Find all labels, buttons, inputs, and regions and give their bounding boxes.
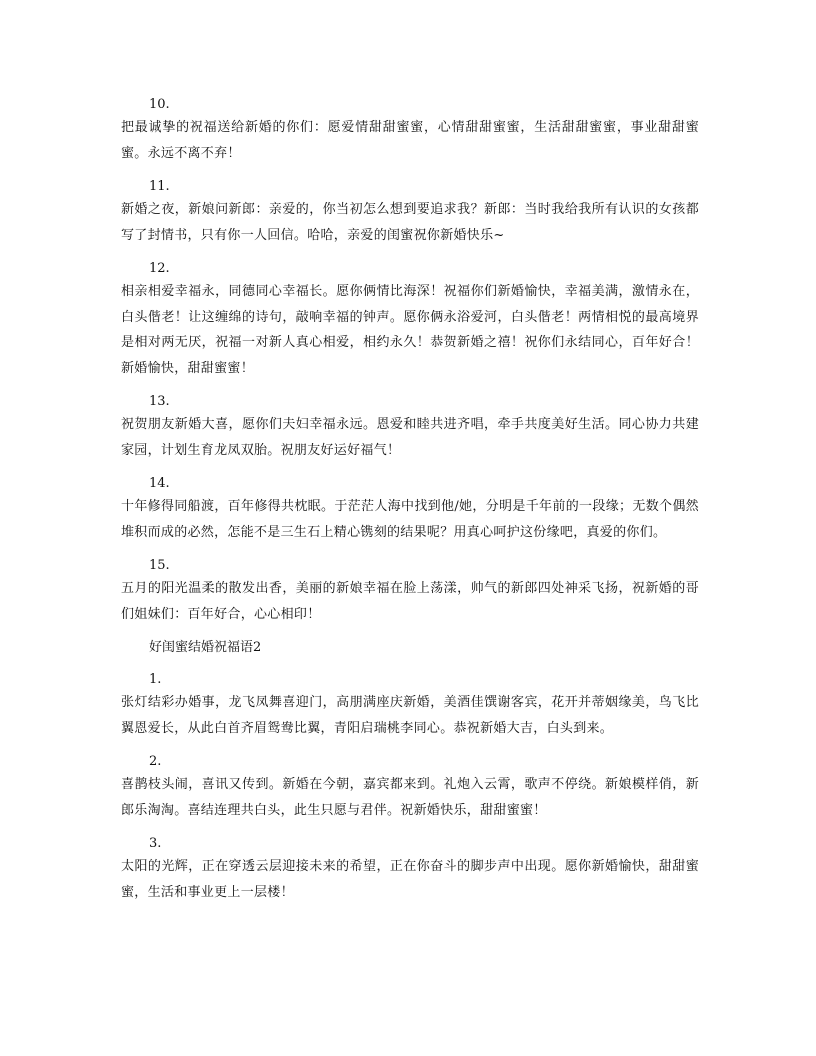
list-item — [121, 178, 699, 248]
item-text: 太阳的光辉，正在穿透云层迎接未来的希望，正在你奋斗的脚步声中出现。愿你新婚愉快，甜甜蜜蜜，生活和事业更上一层楼！ — [121, 859, 699, 900]
item-text: 十年修得同船渡，百年修得共枕眠。于茫茫人海中找到他/她，分明是千年前的一段缘；无数个偶然堆积而成的必然，怎能不是三生石上精心镌刻的结果呢？用真心呵护这份缘吧，真爱的你们。 — [121, 499, 699, 540]
item-text: 新婚之夜，新娘问新郎：亲爱的，你当初怎么想到要追求我？新郎：当时我给我所有认识的女孩都写了封情书，只有你一人回信。哈哈，亲爱的闺蜜祝你新婚快乐~ — [121, 202, 699, 243]
list-item — [121, 260, 699, 381]
list-item — [121, 557, 699, 627]
list-item — [121, 393, 699, 463]
list-item — [121, 96, 699, 166]
item-text: 祝贺朋友新婚大喜，愿你们夫妇幸福永远。恩爱和睦共进齐唱，牵手共度美好生活。同心协力共建家园，计划生育龙凤双胎。祝朋友好运好福气！ — [121, 417, 699, 458]
list-item — [121, 671, 699, 741]
item-number: 3. — [149, 836, 162, 851]
list-item — [121, 475, 699, 545]
item-number: 1. — [149, 672, 162, 687]
item-number: 12. — [149, 261, 170, 276]
item-text: 相亲相爱幸福永，同德同心幸福长。愿你俩情比海深！祝福你们新婚愉快，幸福美满，激情永在，白头偕老！让这缠绵的诗句，敲响幸福的钟声。愿你俩永浴爱河，白头偕老！两情相悦的最高境界是相对两无厌，祝福一对新人真心相爱，相约永久！恭贺新婚之禧！祝你们永结同心，百年好合！新婚愉快，甜甜蜜蜜！ — [121, 284, 699, 376]
section-heading: 好闺蜜结婚祝福语2 — [149, 640, 262, 655]
item-number: 13. — [149, 394, 170, 409]
item-number: 2. — [149, 754, 162, 769]
document-body — [121, 96, 699, 917]
item-text: 张灯结彩办婚事，龙飞凤舞喜迎门，高朋满座庆新婚，美酒佳馔谢客宾，花开并蒂姻缘美，鸟飞比翼恩爱长，从此白首齐眉鸳鸯比翼，青阳启瑞桃李同心。恭祝新婚大吉，白头到来。 — [121, 695, 699, 736]
item-number: 11. — [149, 179, 170, 194]
item-text: 喜鹊枝头闹，喜讯又传到。新婚在今朝，嘉宾都来到。礼炮入云霄，歌声不停绕。新娘模样俏，新郎乐淘淘。喜结连理共白头，此生只愿与君伴。祝新婚快乐，甜甜蜜蜜！ — [121, 777, 699, 818]
item-text: 把最诚挚的祝福送给新婚的你们：愿爱情甜甜蜜蜜，心情甜甜蜜蜜，生活甜甜蜜蜜，事业甜甜蜜蜜。永远不离不弃！ — [121, 120, 699, 161]
item-number: 15. — [149, 558, 170, 573]
item-number: 14. — [149, 476, 170, 491]
list-item — [121, 835, 699, 905]
list-item — [121, 753, 699, 823]
item-text: 五月的阳光温柔的散发出香，美丽的新娘幸福在脸上荡漾，帅气的新郎四处神采飞扬，祝新婚的哥们姐妹们：百年好合，心心相印！ — [121, 581, 699, 622]
item-number: 10. — [149, 97, 170, 112]
